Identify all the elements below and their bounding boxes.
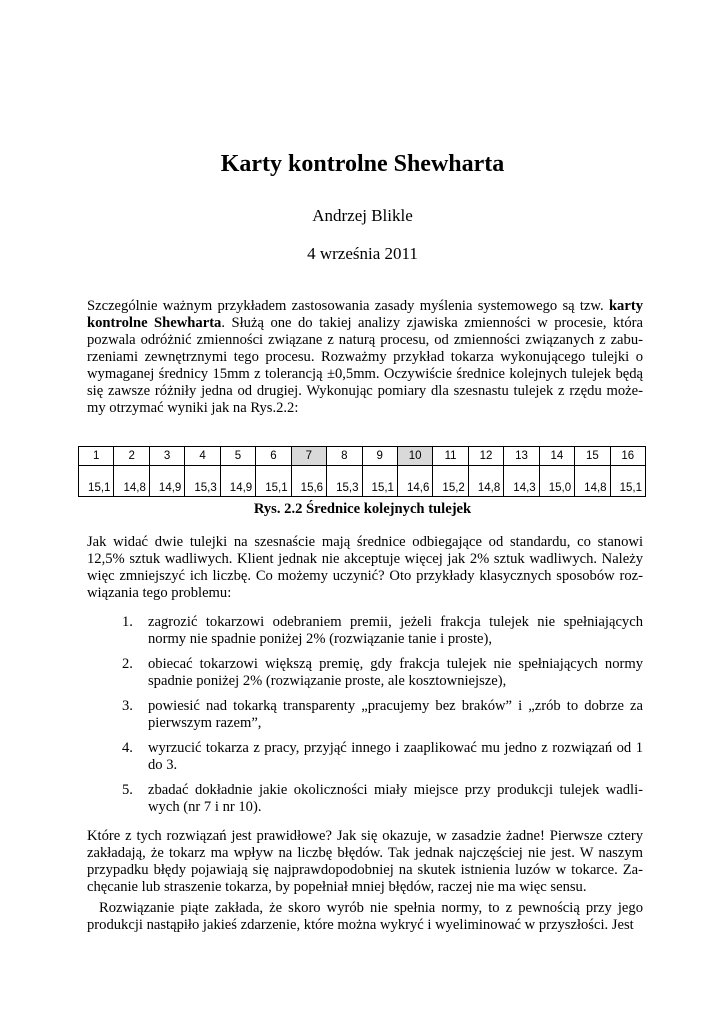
paragraph-3 xyxy=(87,828,643,896)
list-item xyxy=(122,782,643,816)
table-cell-number: 12 xyxy=(468,447,503,466)
table-cell-number: 16 xyxy=(610,447,645,466)
table-cell-number: 5 xyxy=(220,447,255,466)
list-item-text: normy nie spadnie poniżej 2% (rozwiązanie tanie i proste), xyxy=(148,631,493,647)
table-cell-value: 15,3 xyxy=(327,466,362,497)
list-item xyxy=(122,740,643,774)
text-line: Które z tych rozwiązań jest prawidłowe? Jak się okazuje, w zasadzie żadne! Pierwsze cztery xyxy=(87,828,643,844)
intro-line xyxy=(87,298,643,315)
table-cell-value: 14,8 xyxy=(114,466,149,497)
intro-line: się zawsze różniły jedna od drugiej. Wykonując pomiary dla szesnastu tulejek z rzędu może- xyxy=(87,383,643,399)
text-line: wiązania tego problemu: xyxy=(87,585,232,601)
table-cell-value: 14,6 xyxy=(397,466,432,497)
list-item-number: 2. xyxy=(122,656,133,672)
text-line: chęcanie lub straszenie tokarza, by popełniał mniej błędów, raczej nie ma więc sensu. xyxy=(87,879,587,895)
emphasis-kontrolne: kontrolne Shewharta xyxy=(87,315,222,331)
table-cell-value: 14,9 xyxy=(220,466,255,497)
paragraph-2 xyxy=(87,534,643,602)
list-item-text: do 3. xyxy=(148,757,178,773)
intro-line: my otrzymać wyniki jak na Rys.2.2: xyxy=(87,400,299,416)
table-cell-number: 15 xyxy=(575,447,610,466)
table-cell-value: 15,1 xyxy=(610,466,645,497)
list-item xyxy=(122,656,643,690)
intro-line xyxy=(87,315,643,332)
diameter-table xyxy=(78,446,646,497)
list-item-text: zbadać dokładnie jakie okoliczności miały miejsce przy produkcji tulejek wadli- xyxy=(148,782,643,798)
list-item-text: powiesić nad tokarką transparenty „pracujemy bez braków” i „zrób to dobrze za xyxy=(148,698,643,714)
table-cell-value: 14,9 xyxy=(149,466,184,497)
table-cell-number: 8 xyxy=(327,447,362,466)
table-cell-number: 9 xyxy=(362,447,397,466)
table-cell-number: 1 xyxy=(79,447,114,466)
table-cell-number: 14 xyxy=(539,447,574,466)
table-cell-value: 14,3 xyxy=(504,466,539,497)
table-cell-value: 15,3 xyxy=(185,466,220,497)
intro-line: pozwala odróżnić zmienności związane z naturą procesu, od zmienności związanych z zabu- xyxy=(87,332,643,348)
intro-text: Szczególnie ważnym przykładem zastosowania zasady myślenia systemowego są tzw. xyxy=(87,298,609,314)
intro-line: wymaganej średnicy 15mm z tolerancją ±0,5mm. Oczywiście średnice kolejnych tulejek będą xyxy=(87,366,643,382)
table-cell-value: 15,1 xyxy=(256,466,291,497)
document-date: 4 września 2011 xyxy=(307,244,418,263)
document-author: Andrzej Blikle xyxy=(312,206,413,225)
table-cell-value: 15,1 xyxy=(79,466,114,497)
text-line: Jak widać dwie tulejki na szesnaście mają średnice odbiegające od standardu, co stanowi xyxy=(87,534,643,550)
list-item xyxy=(122,614,643,648)
list-item-text: pierwszym razem”, xyxy=(148,715,262,731)
table-cell-value: 14,8 xyxy=(575,466,610,497)
paragraph-4 xyxy=(87,900,643,934)
list-item-text: spadnie poniżej 2% (rozwiązanie proste, ale kosztowniejsze), xyxy=(148,673,507,689)
table-cell-number: 11 xyxy=(433,447,468,466)
list-item-text: obiecać tokarzowi większą premię, gdy frakcja tulejek nie spełniających normy xyxy=(148,656,643,672)
table-cell-number: 3 xyxy=(149,447,184,466)
table-cell-value: 15,1 xyxy=(362,466,397,497)
table-row-numbers xyxy=(79,447,646,466)
text-line: Rozwiązanie piąte zakłada, że skoro wyrób nie spełnia normy, to z pewnością przy jego xyxy=(99,900,643,916)
text-line: zakładają, że tokarz ma wpływ na liczbę błędów. Tak jednak najczęściej nie jest. W naszym xyxy=(87,845,643,861)
text-line: więc zmniejszyć ich liczbę. Co możemy uczynić? Oto przykłady klasycznych sposobów roz- xyxy=(87,568,643,584)
list-item-number: 4. xyxy=(122,740,133,756)
text-line: produkcji nastąpiło jakieś zdarzenie, które można wykryć i wyeliminować w przyszłości. Jest xyxy=(87,917,634,933)
text-line: przypadku błędy pojawiają się najprawdopodobniej na skutek istnienia luzów w tokarce. Za- xyxy=(87,862,643,878)
table-cell-number: 10 xyxy=(397,447,432,466)
table-cell-number: 4 xyxy=(185,447,220,466)
list-item-text: wyrzucić tokarza z pracy, przyjąć innego i zaaplikować mu jedno z rozwiązań od 1 xyxy=(148,740,643,756)
table-cell-number: 2 xyxy=(114,447,149,466)
list-item-text: wych (nr 7 i nr 10). xyxy=(148,799,262,815)
document-title: Karty kontrolne Shewharta xyxy=(220,151,505,177)
list-item-text: zagrozić tokarzowi odebraniem premii, jeżeli frakcja tulejek nie spełniających xyxy=(148,614,643,630)
intro-line: rzeniami zewnętrznymi tego procesu. Rozważmy przykład tokarza wykonującego tulejki o xyxy=(87,349,643,365)
table-cell-value: 14,8 xyxy=(468,466,503,497)
list-item xyxy=(122,698,643,732)
figure-caption: Rys. 2.2 Średnice kolejnych tulejek xyxy=(253,501,472,517)
table-cell-number: 6 xyxy=(256,447,291,466)
table-row-values xyxy=(79,466,646,497)
emphasis-karty: karty xyxy=(608,298,643,314)
table-cell-value: 15,6 xyxy=(291,466,326,497)
table-cell-number: 13 xyxy=(504,447,539,466)
table-cell-value: 15,0 xyxy=(539,466,574,497)
list-item-number: 3. xyxy=(122,698,133,714)
solution-list xyxy=(122,614,643,824)
intro-text: . Służą one do takiej analizy zjawiska zmienności w procesie, która xyxy=(221,315,643,331)
table-cell-number: 7 xyxy=(291,447,326,466)
intro-paragraph xyxy=(87,298,643,417)
list-item-number: 1. xyxy=(122,614,133,630)
text-line: 12,5% sztuk wadliwych. Klient jednak nie akceptuje więcej jak 2% sztuk wadliwych. Należy xyxy=(87,551,643,567)
list-item-number: 5. xyxy=(122,782,133,798)
table-cell-value: 15,2 xyxy=(433,466,468,497)
